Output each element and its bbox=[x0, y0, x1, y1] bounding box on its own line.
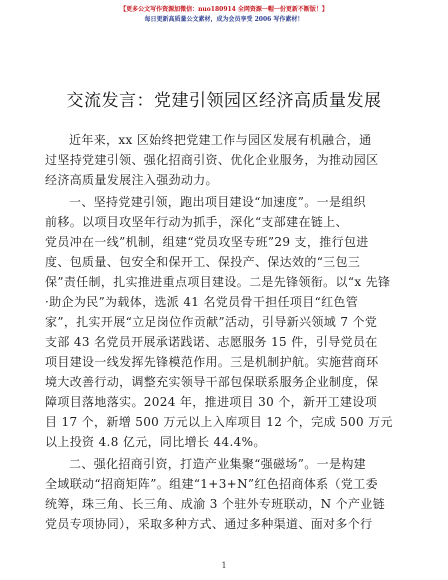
banner-line-promo: 【更多公文写作资源加微信：nuo180914 全网资源一帽一份更新不断版！】 bbox=[120, 6, 328, 13]
body-line: 全域联动“招商矩阵”。组建“1+3+N”红色招商体系（党工委 bbox=[45, 477, 378, 491]
body-line: 二、强化招商引资，打造产业集聚“强磁场”。一是构建 bbox=[69, 457, 367, 471]
header-banner bbox=[0, 6, 448, 24]
body-line: ·助企为民”为载体，选派 41 名党员骨干担任项目“红色管 bbox=[45, 295, 359, 309]
body-line: 一、坚持党建引领，跑出项目建设“加速度”。一是组织 bbox=[69, 195, 367, 209]
body-line: 以上投资 4.8 亿元，同比增长 44.4%。 bbox=[45, 435, 266, 449]
page-number: 1 bbox=[221, 561, 227, 570]
body-line: 境大改善行动，调整充实领导干部包保联系服务企业制度，保 bbox=[45, 375, 379, 389]
document-body bbox=[45, 130, 417, 534]
body-line: 党员冲在一线”机制，组建“党员攻坚专班”29 支，推行包进 bbox=[45, 235, 369, 249]
body-line: 项目建设一线发挥先锋模范作用。三是机制护航。实施营商环 bbox=[45, 355, 379, 369]
body-line: 支部 43 名党员开展承诺践诺、志愿服务 15 件，引导党员在 bbox=[45, 335, 378, 349]
body-line: 前移。以项目攻坚年行动为抓手，深化“支部建在链上、 bbox=[45, 215, 348, 229]
banner-line-update: 每日更新高质量公文素材，成为会员享受 2006 写作素材！ bbox=[144, 16, 304, 23]
body-line: 过坚持党建引领、强化招商引资、优化企业服务，为推动园区 bbox=[45, 153, 379, 167]
body-line: 保”责任制，扎实推进重点项目建设。二是先锋领衔。以“x 先锋 bbox=[45, 275, 391, 289]
body-line: 障项目落地落实。2024 年，推进项目 30 个，新开工建设项 bbox=[45, 395, 378, 409]
body-line: 家”，扎实开展“立足岗位作贡献”活动，引导新兴领域 7 个党 bbox=[45, 315, 378, 329]
body-line: 统筹，珠三角、长三角、成渝 3 个驻外专班联动，N 个产业链 bbox=[45, 497, 386, 511]
body-line: 党员专项协同），采取多种方式、通过多种渠道、面对多个行 bbox=[45, 517, 373, 531]
body-line: 经济高质量发展注入强劲动力。 bbox=[45, 173, 218, 187]
body-line: 度、包质量、包安全和保开工、保投产、保达效的“三包三 bbox=[45, 255, 361, 269]
body-line: 目 17 个，新增 500 万元以上入库项目 12 个，完成 500 万元 bbox=[45, 415, 393, 429]
body-line: 近年来，xx 区始终把党建工作与园区发展有机融合，通 bbox=[69, 133, 372, 147]
document-title: 交流发言：党建引领园区经济高质量发展 bbox=[66, 91, 382, 111]
